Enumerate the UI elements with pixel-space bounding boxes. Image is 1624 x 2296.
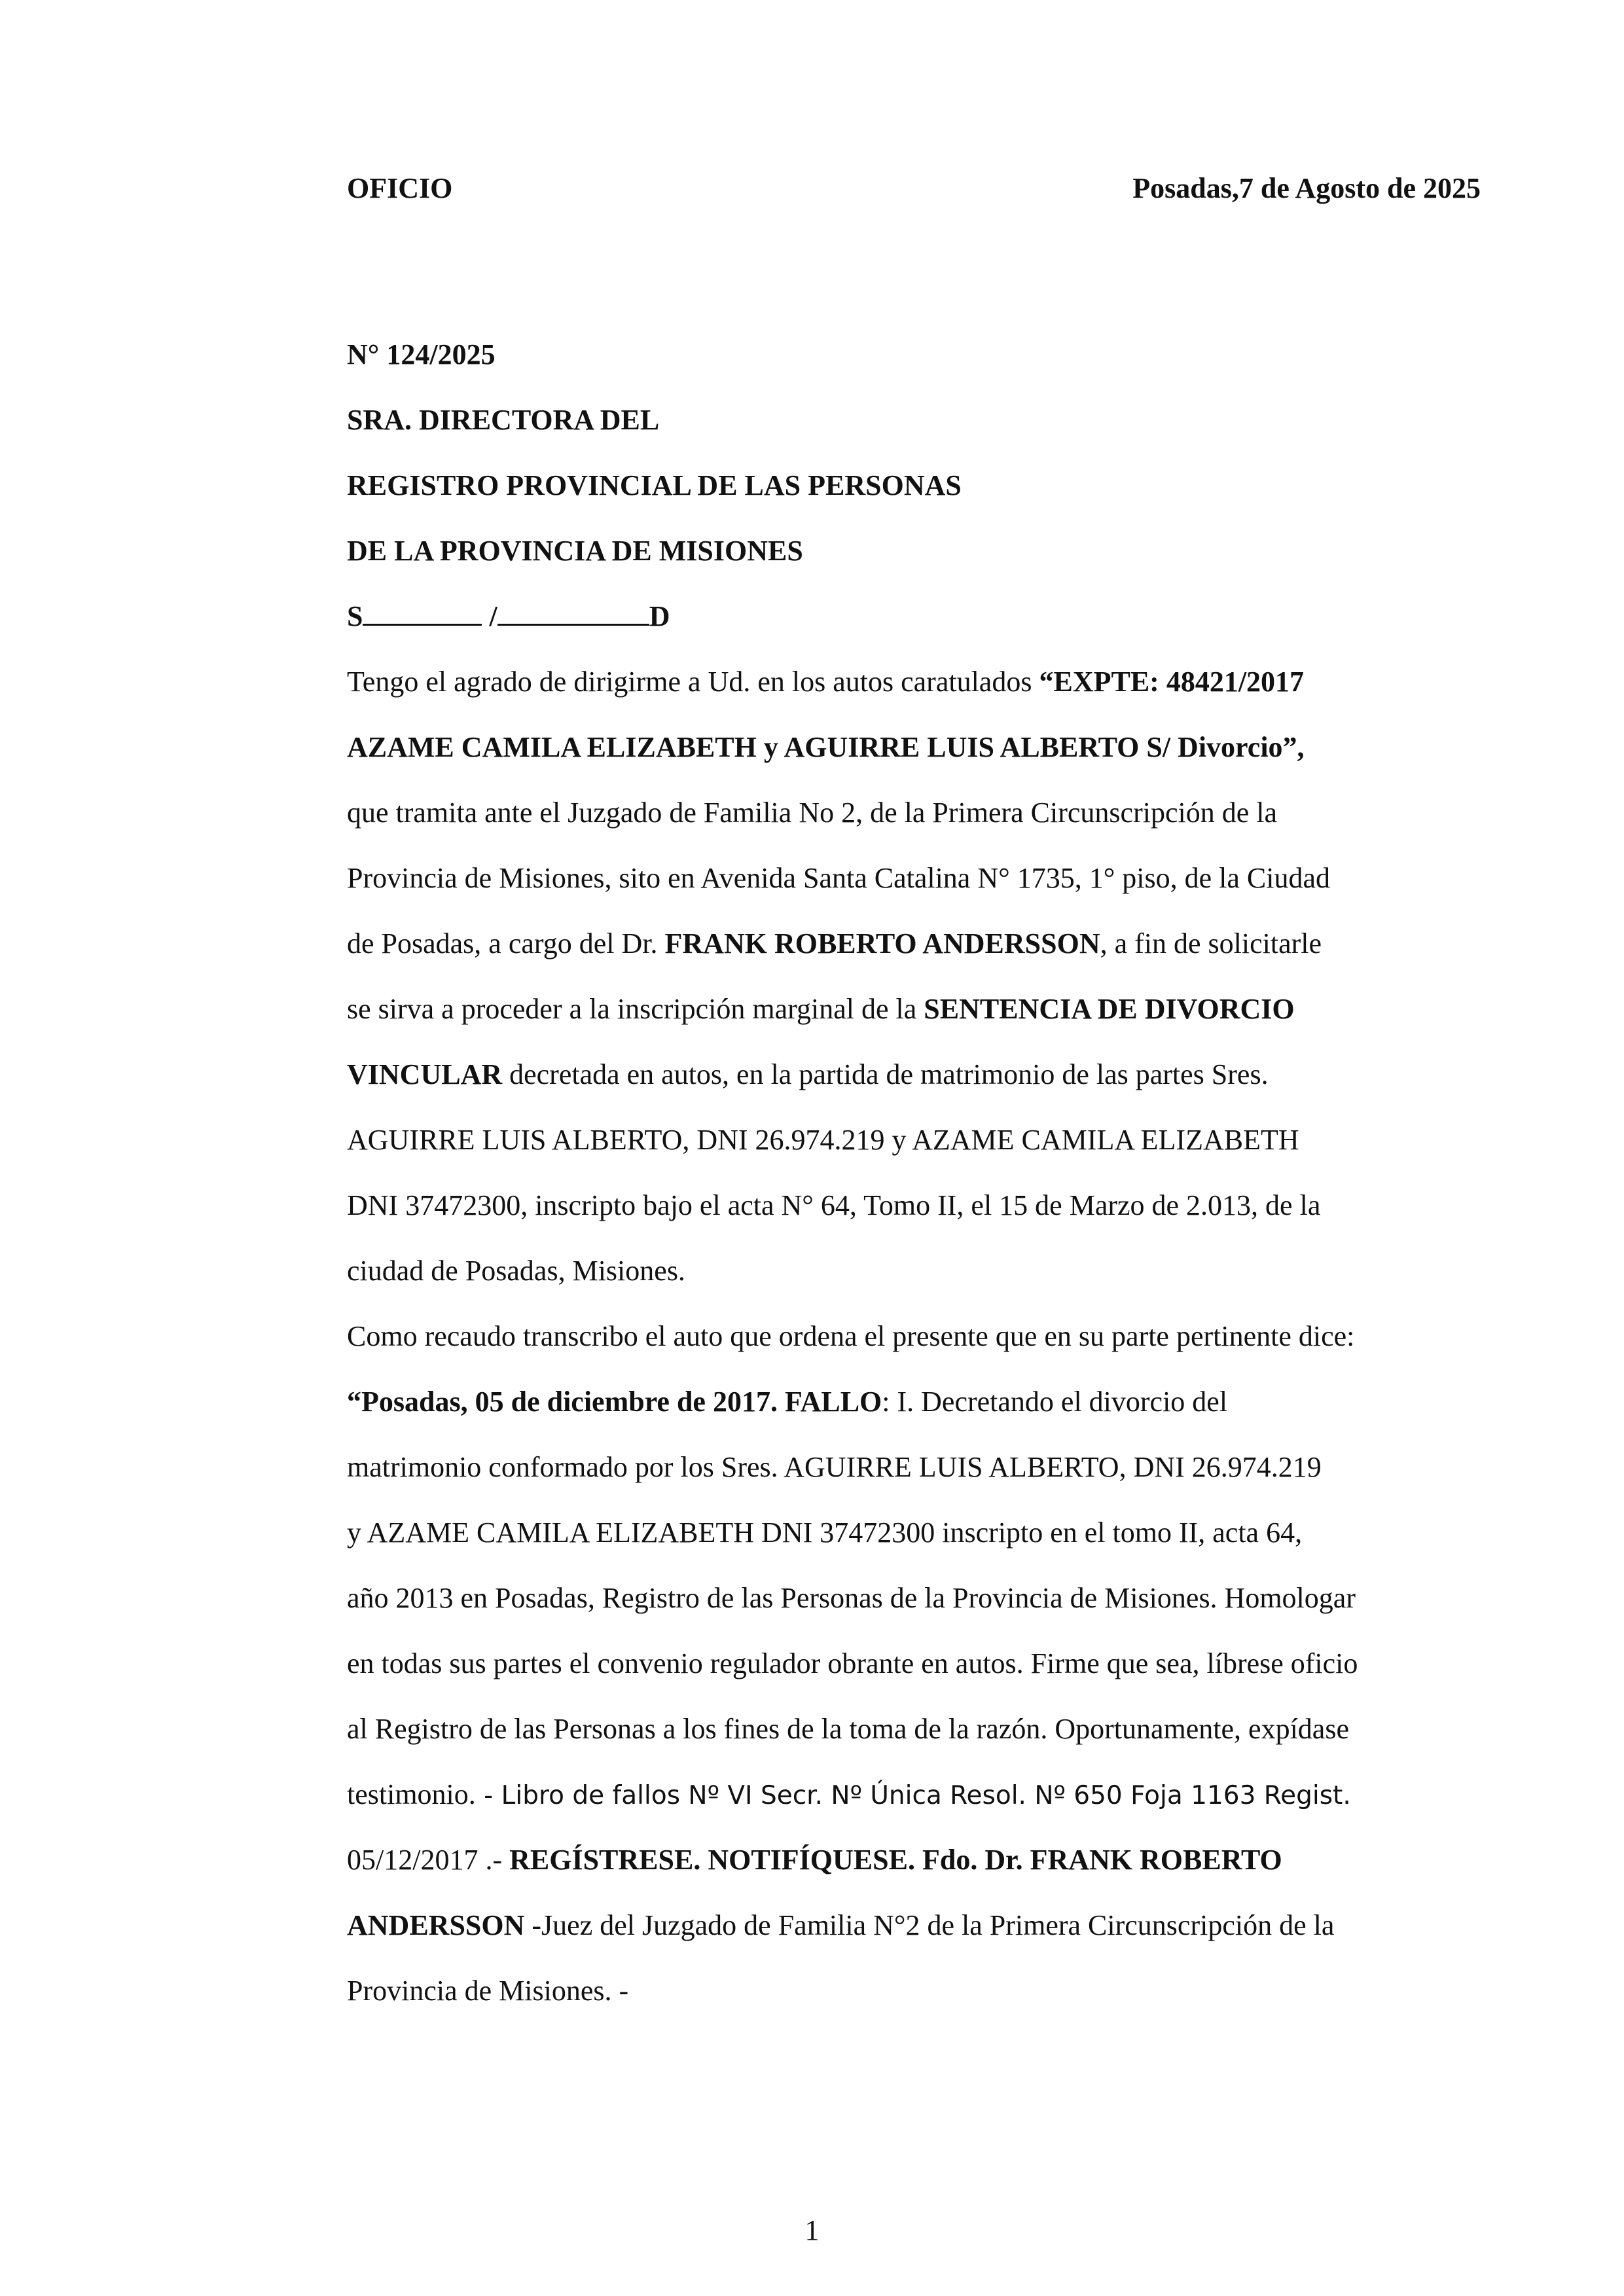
body-line: ciudad de Posadas, Misiones. — [347, 1255, 685, 1287]
body-line — [347, 1906, 1334, 1945]
body-line: Provincia de Misiones, sito en Avenida Santa Catalina N° 1735, 1° piso, de la Ciudad — [347, 862, 1331, 894]
oficio-number: N° 124/2025 — [347, 338, 496, 370]
body-line: Provincia de Misiones. - — [347, 1975, 629, 2007]
body-line: y AZAME CAMILA ELIZABETH DNI 37472300 inscripto en el tomo II, acta 64, — [347, 1516, 1303, 1549]
body-text: , a fin de solicitarle — [1100, 927, 1322, 960]
body-text: : I. Decretando el divorcio del — [882, 1386, 1228, 1418]
body-line: año 2013 en Posadas, Registro de las Personas de la Provincia de Misiones. Homologar — [347, 1582, 1356, 1614]
body-line — [347, 1055, 1269, 1094]
ruling-registry: - Libro de fallos Nº VI Secr. Nº Única Resol. Nº 650 Foja 1163 Regist. — [475, 1781, 1351, 1810]
body-text: Tengo el agrado de dirigirme a Ud. en los autos caratulados — [347, 666, 1039, 698]
recipient-line-3: DE LA PROVINCIA DE MISIONES — [347, 535, 803, 567]
body-line: al Registro de las Personas a los fines de la toma de la razón. Oportunamente, expídase — [347, 1713, 1349, 1745]
body-line — [347, 1382, 1227, 1422]
sentence-title: SENTENCIA DE DIVORCIO — [924, 993, 1295, 1025]
recipient-line-2: REGISTRO PROVINCIAL DE LAS PERSONAS — [347, 469, 962, 501]
body-line — [347, 662, 1304, 702]
blank-line — [363, 598, 482, 626]
judge-name: FRANK ROBERTO ANDERSSON — [664, 927, 1100, 960]
body-text: -Juez del Juzgado de Familia N°2 de la Primera Circunscripción de la — [524, 1909, 1335, 1941]
body-line: DNI 37472300, inscripto bajo el acta N° 64, Tomo II, el 15 de Marzo de 2.013, de la — [347, 1189, 1321, 1221]
body-line — [347, 1840, 1282, 1880]
body-line — [347, 990, 1295, 1029]
body-line: en todas sus partes el convenio regulador obrante en autos. Firme que sea, líbrese oficio — [347, 1647, 1358, 1679]
body-text: de Posadas, a cargo del Dr. — [347, 927, 665, 960]
body-text: testimonio. — [347, 1778, 476, 1810]
body-line: que tramita ante el Juzgado de Familia No 2, de la Primera Circunscripción de la — [347, 797, 1277, 829]
body-line: matrimonio conformado por los Sres. AGUIRRE LUIS ALBERTO, DNI 26.974.219 — [347, 1451, 1322, 1483]
body-text: decretada en autos, en la partida de matrimonio de las partes Sres. — [502, 1058, 1269, 1090]
sd-d: D — [649, 600, 670, 632]
body-line — [347, 924, 1322, 963]
case-reference: “EXPTE: 48421/2017 — [1039, 666, 1305, 698]
body-line: AGUIRRE LUIS ALBERTO, DNI 26.974.219 y AZAME CAMILA ELIZABETH — [347, 1124, 1299, 1156]
sd-slash: / — [482, 600, 497, 632]
su-despacho-line — [347, 597, 670, 636]
blank-line — [497, 598, 649, 626]
judge-surname: ANDERSSON — [347, 1909, 525, 1941]
signature-text: REGÍSTRESE. NOTIFÍQUESE. Fdo. Dr. FRANK ROBERTO — [509, 1844, 1282, 1876]
document-date: Posadas,7 de Agosto de 2025 — [1132, 172, 1481, 204]
sentence-title: VINCULAR — [347, 1058, 503, 1090]
ruling-heading: “Posadas, 05 de diciembre de 2017. FALLO — [347, 1386, 882, 1418]
body-line: Como recaudo transcribo el auto que ordena el presente que en su parte pertinente dice: — [347, 1320, 1355, 1352]
document-title: OFICIO — [347, 172, 453, 204]
case-title: AZAME CAMILA ELIZABETH y AGUIRRE LUIS ALBERTO S/ Divorcio”, — [347, 731, 1305, 763]
body-line — [347, 1775, 1351, 1816]
body-text: se sirva a proceder a la inscripción marginal de la — [347, 993, 924, 1025]
body-text: 05/12/2017 .- — [347, 1844, 510, 1876]
sd-s: S — [347, 600, 363, 632]
page-number: 1 — [804, 2214, 820, 2246]
recipient-line-1: SRA. DIRECTORA DEL — [347, 404, 660, 436]
